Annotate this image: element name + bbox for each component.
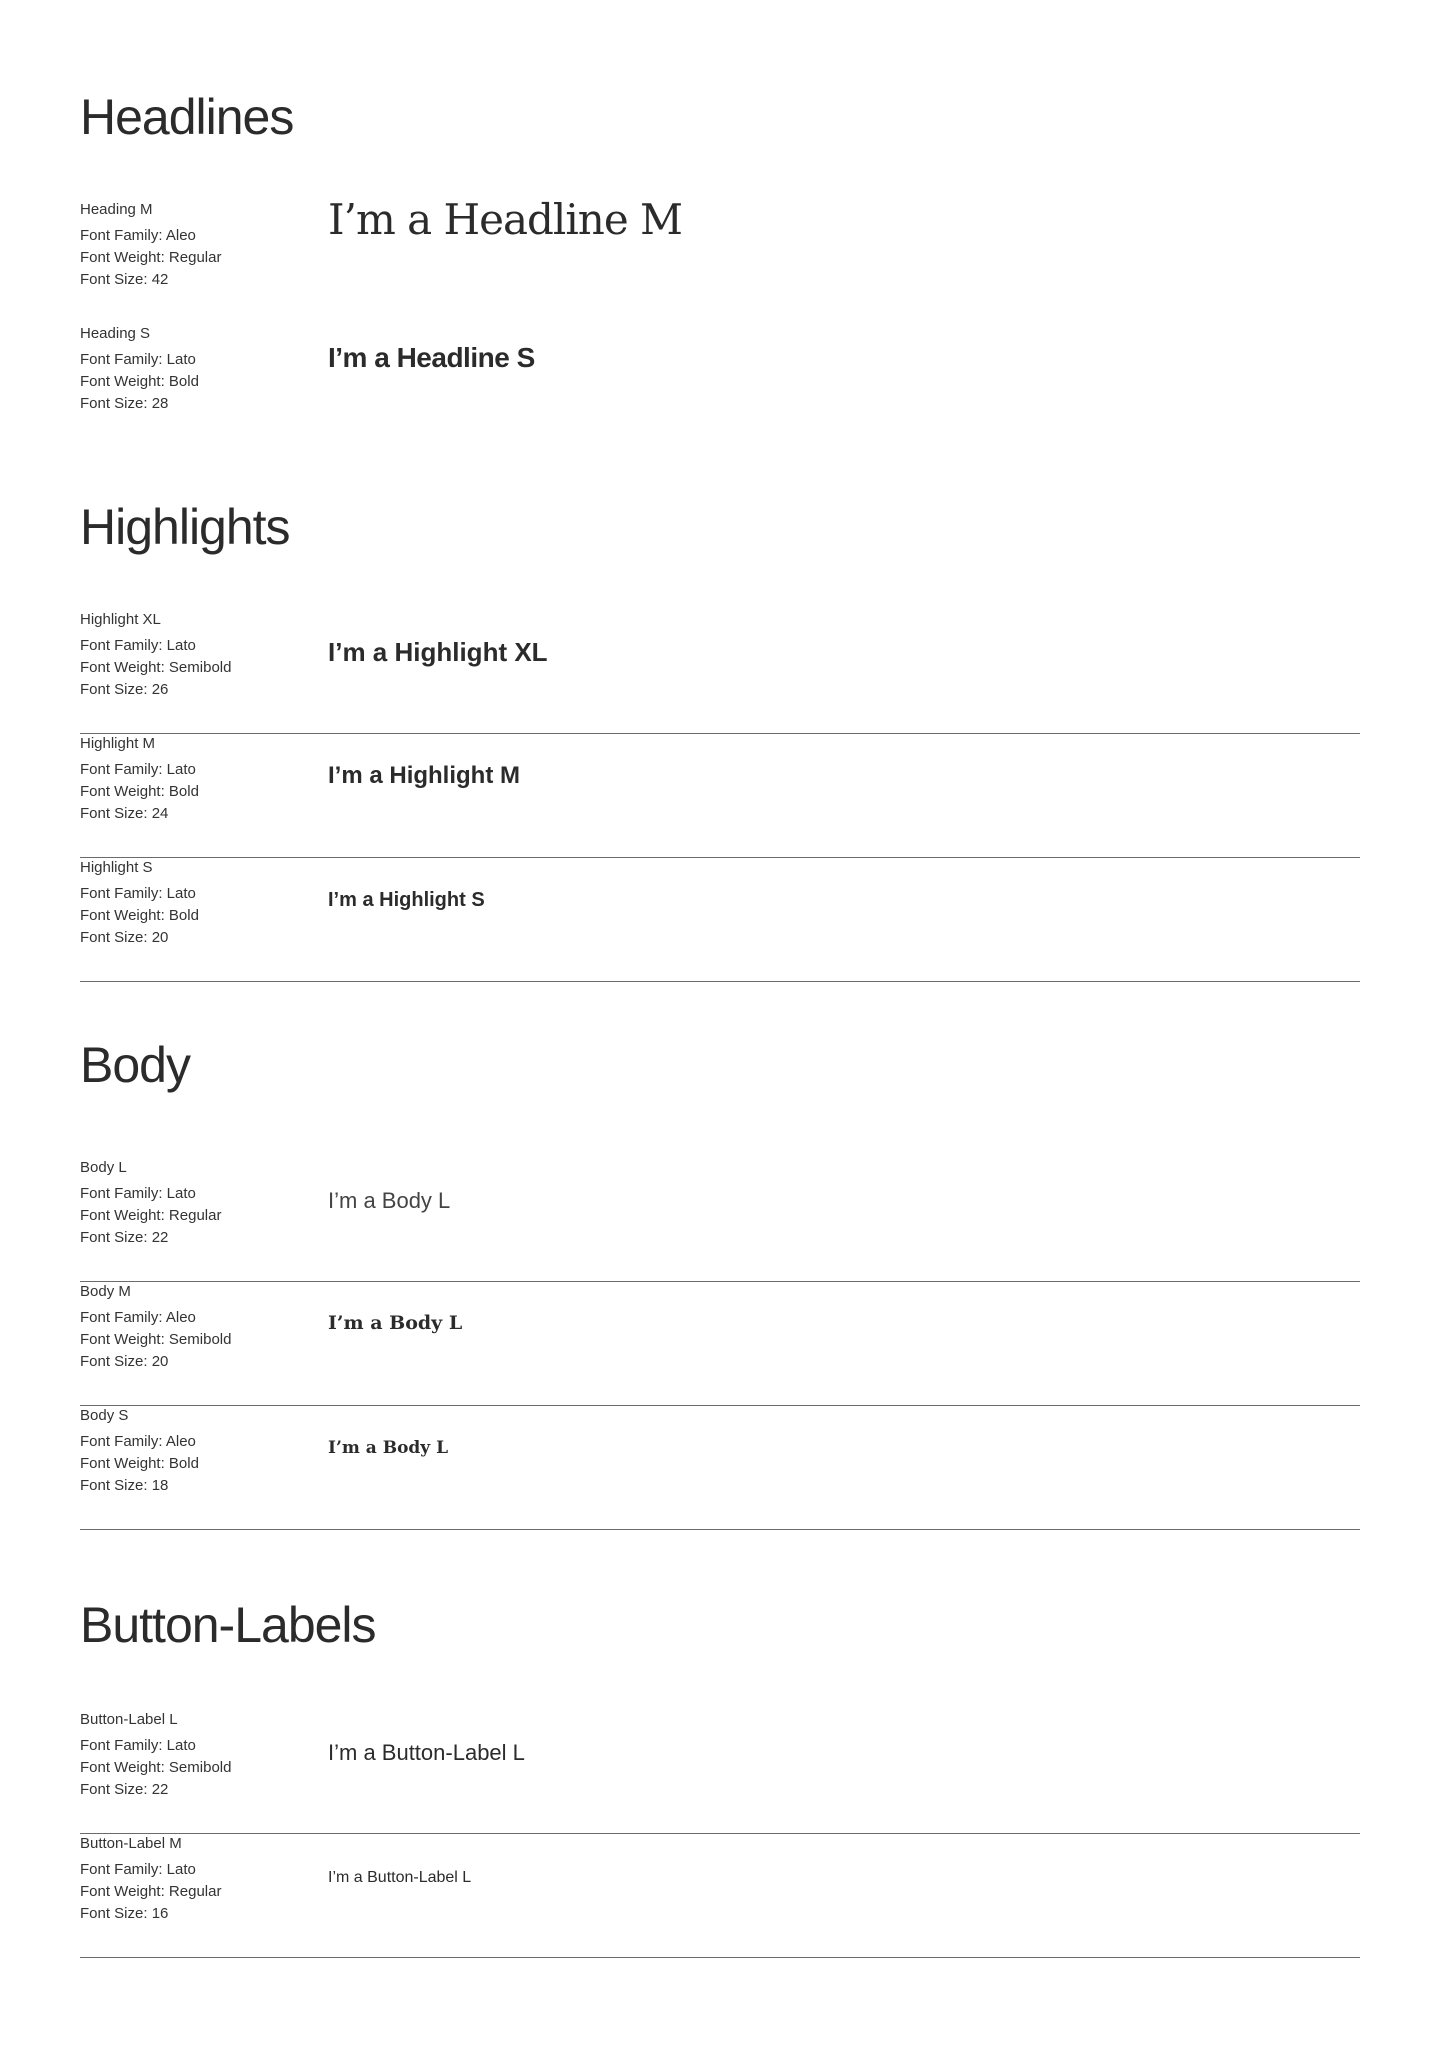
style-name: Heading S xyxy=(80,325,151,342)
font-family-spec: Font Family: Lato xyxy=(80,1185,196,1202)
font-size-spec: Font Size: 20 xyxy=(80,929,169,946)
type-spec-row xyxy=(80,324,1360,448)
section-title-body: Body xyxy=(80,1037,190,1093)
type-spec-meta xyxy=(80,1406,320,1497)
type-sample: I’m a Body L xyxy=(328,1438,449,1458)
type-spec-row xyxy=(80,1282,1360,1406)
font-size-spec: Font Size: 42 xyxy=(80,271,169,288)
font-family-spec: Font Family: Lato xyxy=(80,637,196,654)
type-spec-row xyxy=(80,1834,1360,1958)
type-sample: I’m a Highlight XL xyxy=(328,637,548,667)
type-spec-row xyxy=(80,610,1360,734)
font-size-spec: Font Size: 18 xyxy=(80,1477,169,1494)
type-spec-meta xyxy=(80,610,320,701)
font-weight-spec: Font Weight: Regular xyxy=(80,249,222,266)
font-weight-spec: Font Weight: Bold xyxy=(80,907,199,924)
font-family-spec: Font Family: Aleo xyxy=(80,1309,196,1326)
type-spec-row xyxy=(80,734,1360,858)
section-title-headlines: Headlines xyxy=(80,89,294,145)
font-size-spec: Font Size: 24 xyxy=(80,805,169,822)
type-spec-meta xyxy=(80,324,320,415)
type-spec-row xyxy=(80,195,1360,324)
font-size-spec: Font Size: 20 xyxy=(80,1353,169,1370)
font-weight-spec: Font Weight: Semibold xyxy=(80,1331,232,1348)
type-spec-row xyxy=(80,1710,1360,1834)
type-spec-meta xyxy=(80,858,320,949)
type-spec-meta xyxy=(80,734,320,825)
type-sample: I’m a Highlight S xyxy=(328,889,485,911)
font-family-spec: Font Family: Aleo xyxy=(80,1433,196,1450)
font-weight-spec: Font Weight: Bold xyxy=(80,373,199,390)
font-size-spec: Font Size: 26 xyxy=(80,681,169,698)
font-size-spec: Font Size: 28 xyxy=(80,395,169,412)
type-sample: I’m a Headline M xyxy=(328,195,683,244)
font-size-spec: Font Size: 22 xyxy=(80,1229,169,1246)
style-name: Button-Label M xyxy=(80,1835,182,1852)
type-sample: I’m a Body L xyxy=(328,1312,463,1334)
type-spec-meta xyxy=(80,1710,320,1801)
type-spec-row xyxy=(80,1158,1360,1282)
section-title-button-labels: Button-Labels xyxy=(80,1597,376,1653)
font-family-spec: Font Family: Lato xyxy=(80,761,196,778)
style-name: Body M xyxy=(80,1283,131,1300)
type-sample: I’m a Headline S xyxy=(328,342,535,373)
font-size-spec: Font Size: 16 xyxy=(80,1905,169,1922)
font-weight-spec: Font Weight: Semibold xyxy=(80,659,232,676)
style-name: Body S xyxy=(80,1407,129,1424)
style-name: Highlight XL xyxy=(80,611,161,628)
section-title-highlights: Highlights xyxy=(80,499,290,555)
style-name: Heading M xyxy=(80,201,153,218)
style-name: Highlight S xyxy=(80,859,153,876)
type-spec-meta xyxy=(80,1282,320,1373)
type-spec-meta xyxy=(80,1158,320,1249)
type-spec-row xyxy=(80,858,1360,982)
type-sample: I’m a Button-Label L xyxy=(328,1740,525,1765)
type-sample: I’m a Button-Label L xyxy=(328,1869,472,1886)
type-sample: I’m a Body L xyxy=(328,1188,451,1213)
font-weight-spec: Font Weight: Bold xyxy=(80,783,199,800)
style-name: Highlight M xyxy=(80,735,156,752)
font-family-spec: Font Family: Lato xyxy=(80,1861,196,1878)
font-family-spec: Font Family: Lato xyxy=(80,885,196,902)
font-weight-spec: Font Weight: Regular xyxy=(80,1207,222,1224)
font-family-spec: Font Family: Lato xyxy=(80,1737,196,1754)
style-name: Body L xyxy=(80,1159,127,1176)
type-spec-meta xyxy=(80,200,320,291)
type-sample: I’m a Highlight M xyxy=(328,762,520,789)
font-weight-spec: Font Weight: Regular xyxy=(80,1883,222,1900)
type-spec-row xyxy=(80,1406,1360,1530)
font-weight-spec: Font Weight: Semibold xyxy=(80,1759,232,1776)
font-weight-spec: Font Weight: Bold xyxy=(80,1455,199,1472)
style-name: Button-Label L xyxy=(80,1711,178,1728)
font-family-spec: Font Family: Aleo xyxy=(80,227,196,244)
type-spec-meta xyxy=(80,1834,320,1925)
font-family-spec: Font Family: Lato xyxy=(80,351,196,368)
font-size-spec: Font Size: 22 xyxy=(80,1781,169,1798)
